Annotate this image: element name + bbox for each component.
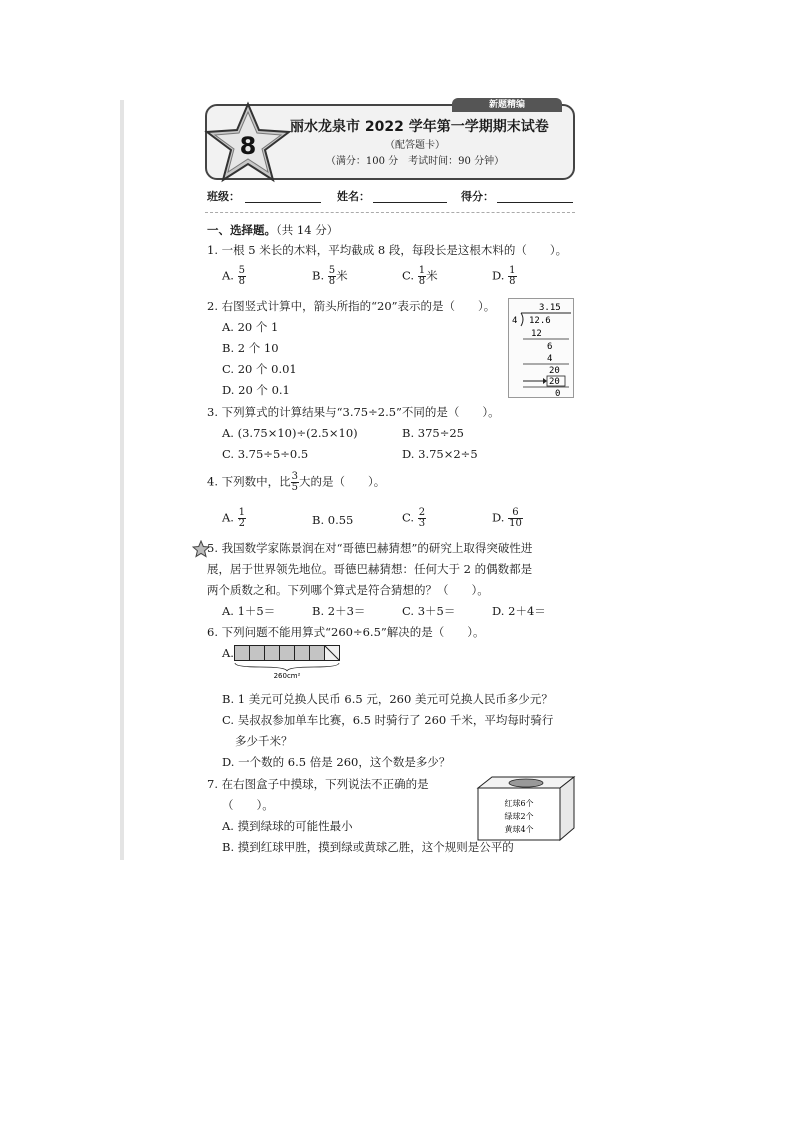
svg-text:绿球2个: 绿球2个: [504, 812, 534, 821]
star-number-icon: [203, 100, 293, 186]
q1-option-c[interactable]: C. $\frac{1}{8}$ 米: [402, 265, 438, 287]
q2-option-b[interactable]: B. 2 个 10: [222, 341, 279, 355]
q4-option-b[interactable]: B. 0.55: [312, 513, 354, 527]
quotient: 3.15: [539, 303, 561, 313]
q1-stem: 1. 一根 5 米长的木料，平均截成 8 段，每段长是这根木料的（ ）。: [207, 243, 568, 257]
exam-number: 8: [239, 132, 257, 160]
svg-text:12: 12: [531, 329, 542, 339]
q3-stem: 3. 下列算式的计算结果与“3.75÷2.5”不同的是（ ）。: [207, 405, 500, 419]
q1-option-d[interactable]: D. $\frac{1}{8}$: [492, 265, 516, 287]
q3-option-d[interactable]: D. 3.75×2÷5: [402, 447, 478, 461]
divisor: 4: [512, 316, 518, 326]
box-opening: [509, 779, 543, 787]
q1-option-a[interactable]: A. $\frac{5}{8}$: [222, 265, 245, 287]
q7-stem-blank: （ ）。: [222, 798, 274, 812]
q2-stem: 2. 右图竖式计算中，箭头所指的“20”表示的是（ ）。: [207, 299, 496, 313]
svg-text:20: 20: [549, 366, 560, 376]
q4-option-d[interactable]: D. $\frac{6}{10}$: [492, 507, 522, 529]
svg-text:黄球4个: 黄球4个: [504, 825, 534, 834]
q2-option-a[interactable]: A. 20 个 1: [222, 320, 279, 334]
exam-title: 丽水龙泉市 2022 学年第一学期期末试卷: [290, 119, 549, 135]
divider: [205, 212, 575, 213]
q4-stem: 4. 下列数中，比 $\frac{3}{5}$ 大的是（ ）。: [207, 471, 386, 493]
q3-option-c[interactable]: C. 3.75÷5÷0.5: [222, 447, 309, 461]
svg-text:红球6个: 红球6个: [504, 799, 534, 808]
q5-option-a[interactable]: A. 1＋5＝: [222, 604, 276, 618]
q6-stem: 6. 下列问题不能用算式“260÷6.5”解决的是（ ）。: [207, 625, 485, 639]
q2-option-c[interactable]: C. 20 个 0.01: [222, 362, 297, 376]
q4-option-a[interactable]: A. $\frac{1}{2}$: [222, 507, 245, 529]
q2-option-d[interactable]: D. 20 个 0.1: [222, 383, 290, 397]
name-field[interactable]: [373, 202, 447, 203]
q5-option-d[interactable]: D. 2＋4＝: [492, 604, 546, 618]
ball-box-figure: [476, 776, 576, 842]
q6-option-a-label[interactable]: A.: [222, 646, 234, 660]
class-label: 班级：: [207, 190, 240, 203]
section-heading: 一、选择题。（共 14 分）: [207, 223, 339, 237]
q3-option-b[interactable]: B. 375÷25: [402, 426, 464, 440]
name-label: 姓名：: [337, 190, 370, 203]
q5-line-1: 5. 我国数学家陈景润在对“哥德巴赫猜想”的研究上取得突破性进: [207, 541, 533, 555]
area-label: 260cm²: [273, 672, 301, 679]
svg-text:6: 6: [547, 342, 553, 352]
arrow-target-20: 20: [549, 377, 560, 387]
q7-stem: 7. 在右图盒子中摸球，下列说法不正确的是: [207, 777, 429, 791]
q5-option-b[interactable]: B. 2＋3＝: [312, 604, 366, 618]
q6-option-b[interactable]: B. 1 美元可兑换人民币 6.5 元，260 美元可兑换人民币多少元？: [222, 692, 553, 706]
q5-line-2: 展，居于世界领先地位。哥德巴赫猜想：任何大于 2 的偶数都是: [207, 562, 533, 576]
long-division-figure: [508, 298, 574, 398]
class-field[interactable]: [245, 202, 321, 203]
q5-option-c[interactable]: C. 3＋5＝: [402, 604, 456, 618]
q1-option-b[interactable]: B. $\frac{5}{8}$ 米: [312, 265, 348, 287]
svg-text:4: 4: [547, 354, 553, 364]
q6-option-c-cont: 多少千米？: [235, 734, 293, 748]
q7-option-b[interactable]: B. 摸到红球甲胜，摸到绿或黄球乙胜，这个规则是公平的: [222, 840, 514, 854]
area-strip-figure: [234, 645, 346, 679]
score-field[interactable]: [497, 202, 573, 203]
q3-option-a[interactable]: A. (3.75×10)÷(2.5×10): [222, 426, 358, 440]
q6-option-c[interactable]: C. 吴叔叔参加单车比赛，6.5 时骑行了 260 千米，平均每时骑行: [222, 713, 554, 727]
scan-edge: [120, 100, 124, 860]
score-label: 得分：: [461, 190, 494, 203]
svg-text:0: 0: [555, 389, 561, 398]
exam-meta: （满分：100 分 考试时间：90 分钟）: [325, 156, 505, 167]
new-questions-badge: 新题精编: [452, 98, 562, 112]
q4-option-c[interactable]: C. $\frac{2}{3}$: [402, 507, 426, 529]
q5-line-3: 两个质数之和。下列哪个算式是符合猜想的？（ ）。: [207, 583, 489, 597]
q7-option-a[interactable]: A. 摸到绿球的可能性最小: [222, 819, 353, 833]
exam-subtitle: （配答题卡）: [385, 140, 445, 151]
dividend: 12.6: [529, 316, 551, 326]
student-info-row: [205, 188, 575, 206]
q6-option-d[interactable]: D. 一个数的 6.5 倍是 260，这个数是多少？: [222, 755, 451, 769]
